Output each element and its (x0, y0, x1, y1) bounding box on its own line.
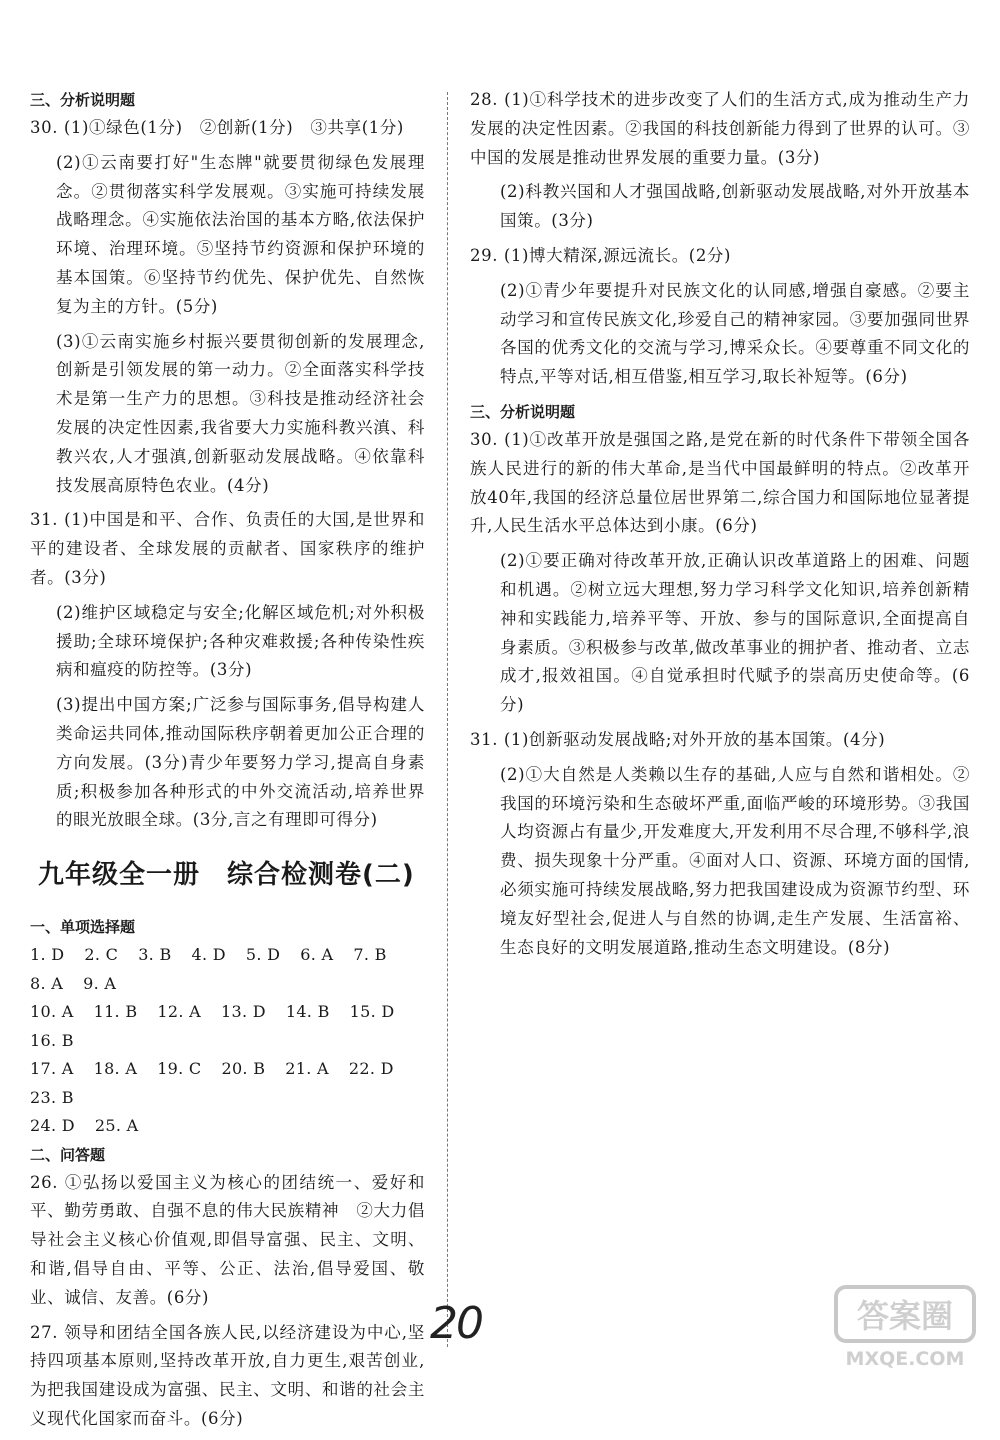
choice-answer: 22. D (348, 1059, 394, 1079)
choice-answer: 6. A (300, 945, 334, 965)
choice-answer: 14. B (285, 1002, 330, 1022)
choice-answer: 17. A (30, 1059, 74, 1079)
choice-answer: 13. D (220, 1002, 266, 1022)
section-header-single-choice: 一、单项选择题 (30, 918, 136, 937)
choice-answer: 8. A (30, 973, 64, 993)
choice-answer: 1. D (30, 945, 65, 965)
answer-31-part3: (3)提出中国方案;广泛参与国际事务,倡导构建人类命运共同体,推动国际秩序朝着更加公正合理的方向发展。(3分)青少年要努力学习,提高自身素质;积极参加各种形式的中外交流活动,培养世界的眼光放眼全球。(3分,言之有理即可得分) (56, 695, 425, 830)
choice-answer: 5. D (245, 945, 281, 965)
answer-29-part2: (2)①青少年要提升对民族文化的认同感,增强自豪感。②要主动学习和宣传民族文化,珍爱自己的精神家园。③要加强同世界各国的优秀文化的交流与学习,博采众长。④要尊重不同文化的特点,平等对话,相互借鉴,相互学习,取长补短等。(6分) (500, 280, 970, 387)
right-column (470, 86, 970, 968)
choice-answer: 23. B (30, 1087, 74, 1107)
left-column (30, 86, 425, 1440)
watermark-text: 答案圈 (856, 1297, 954, 1335)
choice-answer: 7. B (353, 945, 387, 965)
choice-answer: 11. B (93, 1002, 138, 1022)
answer-30-part1: 30. (1)①改革开放是强国之路,是党在新的时代条件下带领全国各族人民进行的新的伟大革命,是当代中国最鲜明的特点。②改革开放40年,我国的经济总量位居世界第二,综合国力和国际地位显著提升,人民生活水平总体达到小康。(6分) (470, 429, 970, 536)
choice-answer: 24. D (30, 1116, 75, 1136)
answer-29-part1: 29. (1)博大精深,源远流长。(2分) (470, 245, 732, 265)
answer-31-part1: 31. (1)中国是和平、合作、负责任的大国,是世界和平的建设者、全球发展的贡献者、国家秩序的维护者。(3分) (30, 510, 425, 587)
column-divider (447, 92, 448, 1347)
answer-30-part1: 30. (1)①绿色(1分) ②创新(1分) ③共享(1分) (30, 118, 404, 137)
choice-row (30, 998, 425, 1055)
answer-30-part2: (2)①要正确对待改革开放,正确认识改革道路上的困难、问题和机遇。②树立远大理想,努力学习科学文化知识,培养创新精神和实践能力,培养平等、开放、参与的国际意识,全面提高自身素质。③积极参与改革,做改革事业的拥护者、推动者、立志成才,报效祖国。④自觉承担时代赋予的崇高历史使命等。(6分) (500, 551, 970, 715)
choice-answer: 3. B (138, 945, 172, 965)
choice-answer: 21. A (285, 1059, 329, 1079)
section-header: 三、分析说明题 (470, 402, 576, 421)
choice-answer: 15. D (349, 1002, 395, 1022)
watermark-url: MXQE.COM (845, 1348, 965, 1370)
choice-answers (30, 941, 425, 1141)
answer-30-part3: (3)①云南实施乡村振兴要贯彻创新的发展理念,创新是引领发展的第一动力。②全面落实科学技术是第一生产力的思想。③科技是推动经济社会发展的决定性因素,我省要大力实施科教兴滇、科教兴农,人才强滇,创新驱动发展战略。④依靠科技发展高原特色农业。(4分) (56, 331, 425, 495)
choice-row (30, 941, 425, 998)
page-number: 20 (430, 1298, 482, 1349)
choice-row (30, 1055, 425, 1112)
choice-answer: 12. A (157, 1002, 201, 1022)
watermark-logo (830, 1281, 980, 1373)
answer-28-part2: (2)科教兴国和人才强国战略,创新驱动发展战略,对外开放基本国策。(3分) (500, 182, 970, 231)
exam-title: 九年级全一册 综合检测卷(二) (38, 860, 415, 891)
choice-answer: 18. A (93, 1059, 138, 1079)
section-header-qa: 二、问答题 (30, 1145, 106, 1164)
answer-30-part2: (2)①云南要打好"生态牌"就要贯彻绿色发展理念。②贯彻落实科学发展观。③实施可持续发展战略理念。④实施依法治国的基本方略,依法保护环境、治理环境。⑤坚持节约资源和保护环境的基本国策。⑥坚持节约优先、保护优先、自然恢复为主的方针。(5分) (56, 152, 425, 316)
answer-31-part1: 31. (1)创新驱动发展战略;对外开放的基本国策。(4分) (470, 729, 886, 749)
choice-answer: 25. A (94, 1116, 139, 1136)
section-header: 三、分析说明题 (30, 91, 136, 109)
answer-27: 27. 领导和团结全国各族人民,以经济建设为中心,坚持四项基本原则,坚持改革开放,自力更生,艰苦创业,为把我国建设成为富强、民主、文明、和谐的社会主义现代化国家而奋斗。(6分) (30, 1322, 425, 1428)
answer-26: 26. ①弘扬以爱国主义为核心的团结统一、爱好和平、勤劳勇敢、自强不息的伟大民族精神 ②大力倡导社会主义核心价值观,即倡导富强、民主、文明、和谐,倡导自由、平等、公正、法治,倡导爱国、敬业、诚信、友善。(6分) (30, 1172, 425, 1307)
choice-answer: 19. C (157, 1059, 202, 1079)
answer-31-part2: (2)①大自然是人类赖以生存的基础,人应与自然和谐相处。②我国的环境污染和生态破坏严重,面临严峻的环境形势。③我国人均资源占有量少,开发难度大,开发利用不尽合理,不够科学,浪费、损失现象十分严重。④面对人口、资源、环境方面的国情,必须实施可持续发展战略,努力把我国建设成为资源节约型、环境友好型社会,促进人与自然的协调,走生产发展、生活富裕、生态良好的文明发展道路,推动生态文明建设。(8分) (500, 764, 970, 957)
choice-answer: 2. C (84, 945, 119, 965)
choice-answer: 20. B (221, 1059, 266, 1079)
choice-answer: 16. B (30, 1030, 74, 1050)
choice-answer: 10. A (30, 1002, 74, 1022)
choice-answer: 4. D (191, 945, 226, 965)
answer-31-part2: (2)维护区域稳定与安全;化解区域危机;对外积极援助;全球环境保护;各种灾难救援;各种传染性疾病和瘟疫的防控等。(3分) (56, 602, 425, 680)
choice-row (30, 1112, 425, 1141)
choice-answer: 9. A (83, 973, 117, 993)
answer-28-part1: 28. (1)①科学技术的进步改变了人们的生活方式,成为推动生产力发展的决定性因素。②我国的科技创新能力得到了世界的认可。③中国的发展是推动世界发展的重要力量。(3分) (470, 90, 970, 167)
